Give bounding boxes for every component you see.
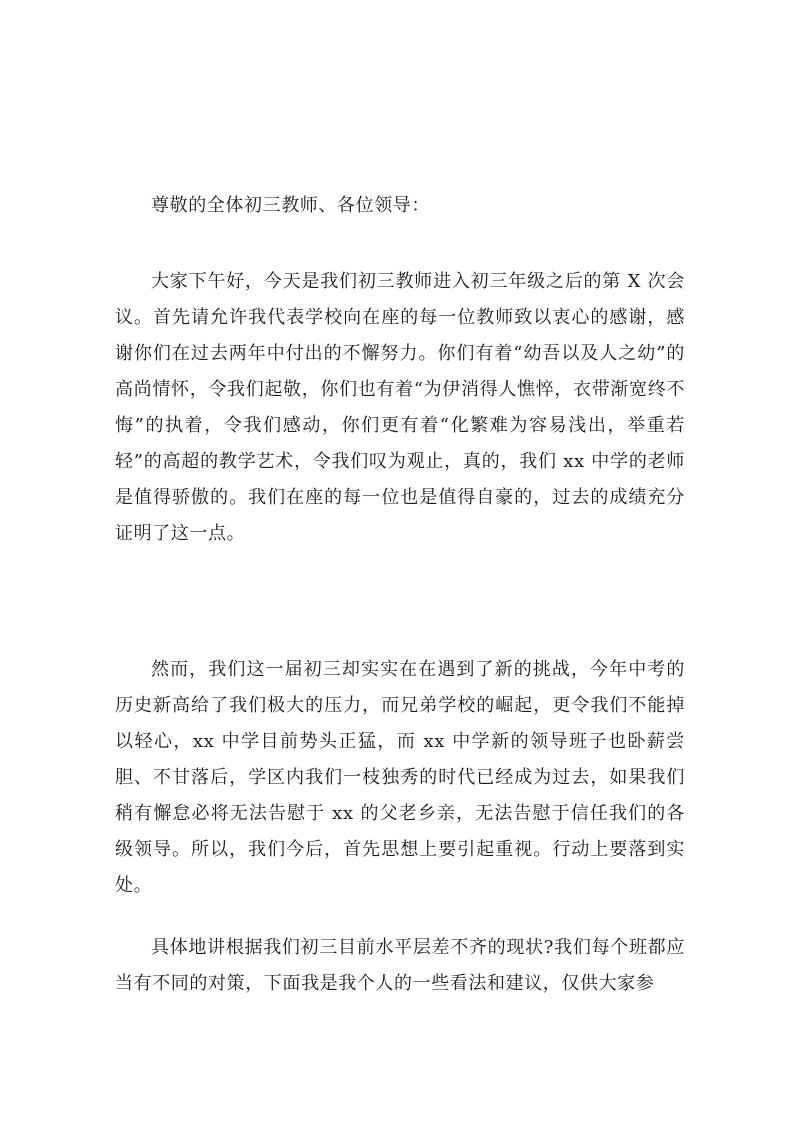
paragraph-3: 具体地讲根据我们初三目前水平层差不齐的现状?我们每个班都应当有不同的对策，下面我是我个人的一些看法和建议，仅供大家参 bbox=[115, 937, 685, 994]
salutation: 尊敬的全体初三教师、各位领导： bbox=[151, 195, 430, 216]
paragraph-1: 大家下午好，今天是我们初三教师进入初三年级之后的第 X 次会议。首先请允许我代表学校向在座的每一位教师致以衷心的感谢，感谢你们在过去两年中付出的不懈努力。你们有着“幼吾以及人之幼”的高尚情怀，令我们起敬，你们也有着“为伊消得人憔悴，衣带渐宽终不悔”的执着，令我们感动，你们更有着“化繁难为容易浅出，举重若轻”的高超的教学艺术，令我们叹为观止，真的，我们 xx 中学的老师是值得骄傲的。我们在座的每一位也是值得自豪的，过去的成绩充分证明了这一点。 bbox=[115, 271, 685, 544]
paragraph-2: 然而，我们这一届初三却实实在在遇到了新的挑战，今年中考的历史新高给了我们极大的压力，而兄弟学校的崛起，更令我们不能掉以轻心，xx 中学目前势头正猛，而 xx 中学新的领导班子也卧薪尝胆、不甘落后，学区内我们一枝独秀的时代已经成为过去，如果我们稍有懈怠必将无法告慰于 xx 的父老乡亲，无法告慰于信任我们的各级领导。所以，我们今后，首先思想上要引起重视。行动上要落到实处。 bbox=[115, 659, 685, 896]
